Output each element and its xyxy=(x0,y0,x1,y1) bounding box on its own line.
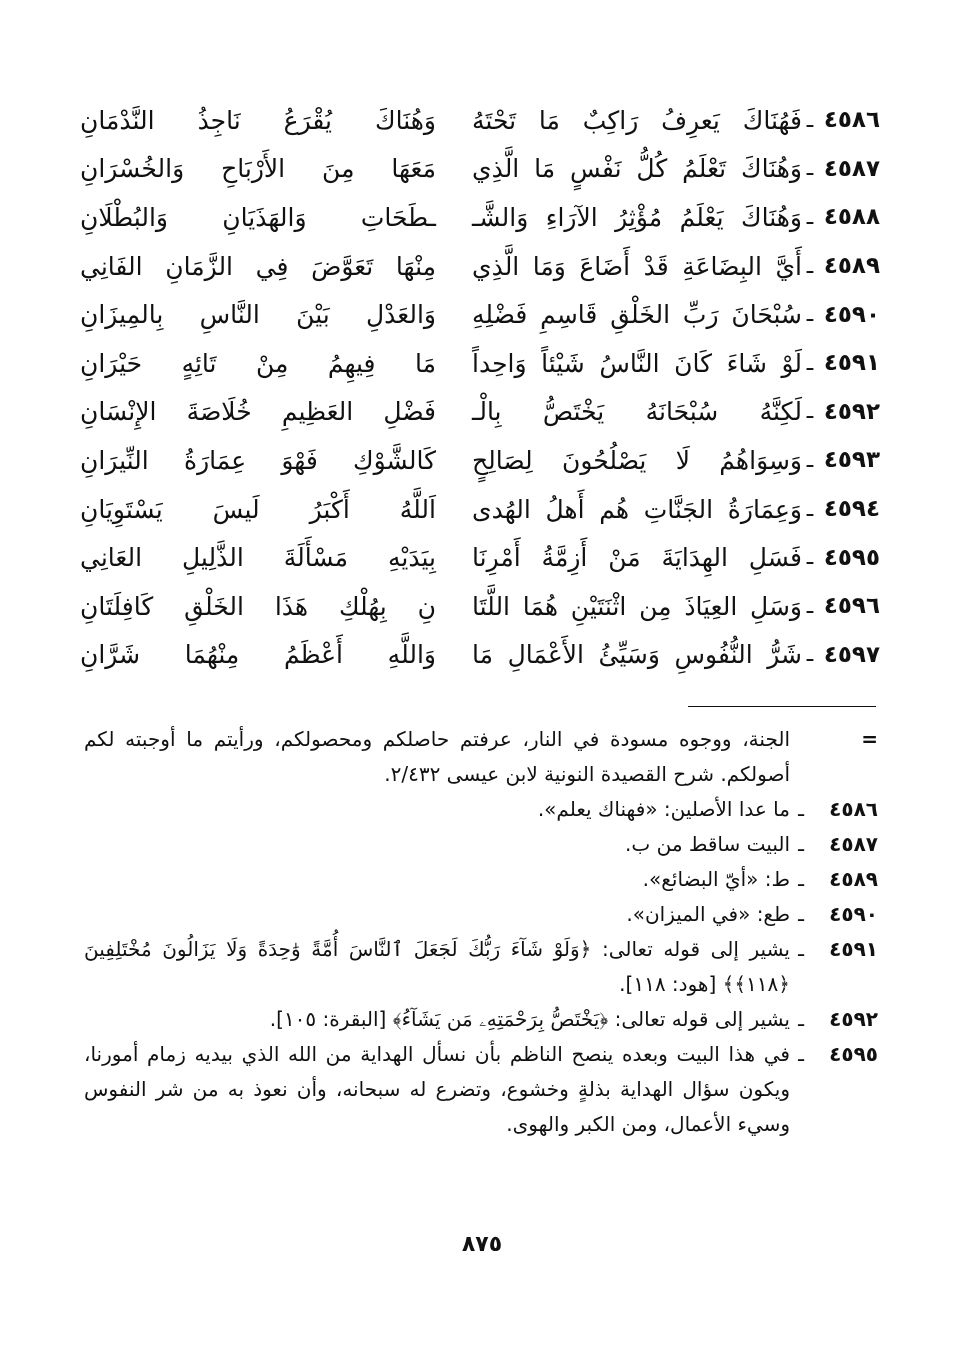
footnote-number: ٤٥٩٠ xyxy=(829,902,878,926)
footnote-text: ما عدا الأصلين: «فهناك يعلم». xyxy=(537,797,790,821)
footnote-dash: ـ xyxy=(798,867,804,891)
verse-second-hemistich: وَهُنَاكَ يُقْرَعُ نَاجِذُ النَّدْمَانِ xyxy=(80,105,436,135)
verse-first-hemistich: وَعِمَارَةُ الجَنَّاتِ هُم أَهلُ الهُدى xyxy=(472,494,802,524)
footnote-dash: ـ xyxy=(798,1007,804,1031)
verse-row xyxy=(80,242,880,291)
footnote-text: يشير إلى قوله تعالى: ﴿يَخْتَصُّ بِرَحْمَتِهِۦ مَن يَشَآءُ﴾ [البقرة: ١٠٥]. xyxy=(269,1007,790,1031)
footnote xyxy=(84,792,878,827)
footnote-number: ٤٥٩١ xyxy=(829,937,878,961)
page-number: ٨٧٥ xyxy=(461,1232,503,1257)
verse-row xyxy=(80,436,880,485)
footnote-marker: = xyxy=(861,727,878,751)
verse-dash: ـ xyxy=(806,253,814,279)
verse-number: ٤٥٨٩ xyxy=(823,253,880,280)
footnote-dash xyxy=(790,722,812,792)
footnote-number: ٤٥٨٧ xyxy=(829,832,878,856)
verse-dash: ـ xyxy=(806,156,814,182)
verse-dash: ـ xyxy=(806,204,814,230)
verse-second-hemistich: بِيَدَيْهِ مَسْأَلَةَ الذَّلِيلِ العَانِي xyxy=(80,543,436,573)
verse-second-hemistich: ـطَحَاتِ وَالهَذَيَانِ وَالبُطْلَانِ xyxy=(80,202,436,232)
footnote-dash: ـ xyxy=(798,832,804,856)
verse-first-hemistich: شَرُّ النُّفُوسِ وَسَيِّئُ الأَعْمَالِ مَا xyxy=(472,640,802,670)
verse-number: ٤٥٩٠ xyxy=(823,301,880,328)
verse-dash: ـ xyxy=(806,107,814,133)
footnote-text: الجنة، ووجوه مسودة في النار، عرفتم حاصلكم ومحصولكم، ورأيتم ما أوجبته لكم أصولكم. شرح القصيدة النونية لابن عيسى ٢/٤٣٢. xyxy=(84,727,790,786)
verse-second-hemistich: اَللَّهُ أَكْبَرُ لَيسَ يَسْتَوِيَانِ xyxy=(80,494,436,524)
verse-number: ٤٥٩١ xyxy=(823,350,880,377)
verse-dash: ـ xyxy=(806,302,814,328)
verse-dash: ـ xyxy=(806,496,814,522)
footnotes xyxy=(84,722,878,1142)
verse-first-hemistich: سُبْحَانَ رَبِّ الخَلْقِ قَاسِمِ فَضْلِهِ xyxy=(472,300,802,330)
footnote-dash: ـ xyxy=(798,1042,804,1066)
verse-second-hemistich: مَا فِيهِمُ مِنْ تَائِهٍ حَيْرَانِ xyxy=(80,348,436,378)
poem-block xyxy=(80,96,880,679)
verse-number: ٤٥٨٨ xyxy=(823,204,880,231)
verse-dash: ـ xyxy=(806,593,814,619)
verse-first-hemistich: وَهُنَاكَ تَعْلَمُ كُلُّ نَفْسٍ مَا الَّذِي xyxy=(472,154,802,184)
verse-dash: ـ xyxy=(806,447,814,473)
verse-number: ٤٥٩٣ xyxy=(823,447,880,474)
verse-first-hemistich: وَهُنَاكَ يَعْلَمُ مُؤْثِرُ الآرَاءِ وَالشَّـ xyxy=(472,202,802,232)
verse-number: ٤٥٨٦ xyxy=(823,107,880,134)
verse-dash: ـ xyxy=(806,399,814,425)
verse-first-hemistich: لَوْ شَاءَ كَانَ النَّاسُ شَيْئاً وَاحِداً xyxy=(472,348,802,378)
footnote-dash: ـ xyxy=(798,902,804,926)
verse-row xyxy=(80,290,880,339)
verse-number: ٤٥٨٧ xyxy=(823,155,880,182)
verse-first-hemistich: وَسَلِ العِيَاذَ مِن اثْنَتَيْنِ هُمَا اللَّتَا xyxy=(472,591,802,621)
verse-second-hemistich: نِ بِهُلْكِ هَذَا الخَلْقِ كَافِلَتَانِ xyxy=(80,591,436,621)
footnote xyxy=(84,722,878,792)
verse-second-hemistich: مَعَهَا مِنَ الأَرْبَاحِ وَالخُسْرَانِ xyxy=(80,154,436,184)
footnote-text: يشير إلى قوله تعالى: ﴿وَلَوْ شَآءَ رَبُّكَ لَجَعَلَ ٱلنَّاسَ أُمَّةً وَٰحِدَةً وَلَا يَزَالُونَ مُخْتَلِفِينَ ﴿١١٨﴾﴾ [هود: ١١٨]. xyxy=(84,937,790,996)
verse-row xyxy=(80,193,880,242)
footnote xyxy=(84,827,878,862)
footnote xyxy=(84,1037,878,1142)
verse-row xyxy=(80,485,880,534)
verse-first-hemistich: وَسِوَاهُمُ لَا يَصْلُحُونَ لِصَالِحٍ xyxy=(472,445,802,475)
verse-row xyxy=(80,145,880,194)
verse-row xyxy=(80,582,880,631)
footnote xyxy=(84,1002,878,1037)
verse-second-hemistich: فَضْلِ العَظِيمِ خُلَاصَةَ الإِنْسَانِ xyxy=(80,397,436,427)
verse-number: ٤٥٩٧ xyxy=(823,641,880,668)
footnote xyxy=(84,862,878,897)
verse-row xyxy=(80,339,880,388)
footnote-dash: ـ xyxy=(798,937,804,961)
verse-first-hemistich: فَهُنَاكَ يَعرِفُ رَاكِبٌ مَا تَحْتَهُ xyxy=(472,105,802,135)
verse-row xyxy=(80,533,880,582)
footnote-text: في هذا البيت وبعده ينصح الناظم بأن نسأل الهداية من الله الذي بيديه زمام أمورنا، ويكون سؤال الهداية بذلةٍ وخشوع، وتضرع له سبحانه، وأن نعوذ به من شر النفوس وسيء الأعمال، ومن الكبر والهوى. xyxy=(84,1042,790,1136)
verse-second-hemistich: وَالعَدْلِ بَيْنَ النَّاسِ بِالمِيزَانِ xyxy=(80,300,436,330)
footnote-dash: ـ xyxy=(798,797,804,821)
verse-row xyxy=(80,388,880,437)
verse-first-hemistich: لَكِنَّهُ سُبْحَانَهُ يَخْتَصُّ بِالْـ xyxy=(472,397,802,427)
footnote-text: البيت ساقط من ب. xyxy=(625,832,790,856)
footnote-text: طع: «في الميزان». xyxy=(626,902,790,926)
verse-first-hemistich: أَيَّ البِضَاعَةِ قَدْ أَضَاعَ وَمَا الَّذِي xyxy=(472,251,802,281)
footnote-text: ط: «أيّ البضائع». xyxy=(642,867,790,891)
footnote-number: ٤٥٩٢ xyxy=(829,1007,878,1031)
verse-dash: ـ xyxy=(806,545,814,571)
verse-number: ٤٥٩٦ xyxy=(823,593,880,620)
footnote-number: ٤٥٨٩ xyxy=(829,867,878,891)
verse-first-hemistich: فَسَلِ الهِدَايَةَ مَنْ أَزِمَّةُ أَمْرِنَا xyxy=(472,543,802,573)
verse-second-hemistich: وَاللَّهِ أَعْظَمُ مِنْهُمَا شَرَّانِ xyxy=(80,640,436,670)
verse-number: ٤٥٩٤ xyxy=(823,496,880,523)
verse-second-hemistich: كَالشَّوْكِ فَهْوَ عِمَارَةُ النِّيرَانِ xyxy=(80,445,436,475)
verse-dash: ـ xyxy=(806,350,814,376)
verse-row xyxy=(80,631,880,680)
footnote xyxy=(84,897,878,932)
verse-row xyxy=(80,96,880,145)
verse-number: ٤٥٩٢ xyxy=(823,398,880,425)
verse-number: ٤٥٩٥ xyxy=(823,544,880,571)
footnote-divider xyxy=(688,706,876,707)
footnote-number: ٤٥٩٥ xyxy=(829,1042,878,1066)
verse-dash: ـ xyxy=(806,642,814,668)
verse-second-hemistich: مِنْهَا تَعَوَّضَ فِي الزَّمَانِ الفَانِي xyxy=(80,251,436,281)
footnote xyxy=(84,932,878,1002)
footnote-number: ٤٥٨٦ xyxy=(829,797,878,821)
